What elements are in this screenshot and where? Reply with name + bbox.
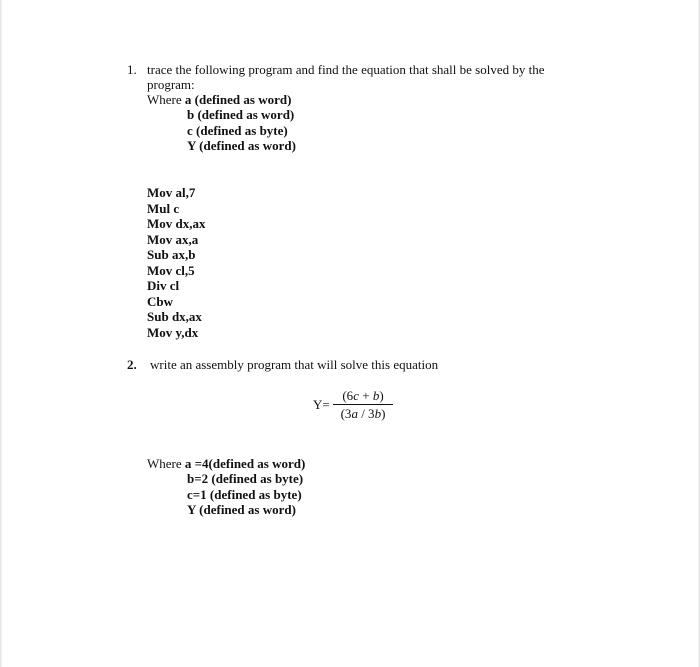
code-line: Mov al,7 (147, 185, 196, 200)
equation-fraction (333, 388, 393, 421)
code-line: Div cl (147, 278, 180, 293)
fraction-bar (333, 404, 393, 405)
page-left-edge (0, 0, 2, 667)
assembly-code-block (147, 185, 206, 340)
question-2-where-line (147, 456, 305, 471)
question-1-text-line-2: program: (147, 77, 195, 92)
variable-definition: Y (defined as word) (187, 138, 296, 153)
question-2-number: 2. (127, 357, 137, 372)
variable-definition: b (defined as word) (187, 107, 295, 122)
code-line: Sub dx,ax (147, 309, 202, 324)
question-2-text: write an assembly program that will solve this equation (150, 357, 439, 372)
variable-definition: Y (defined as word) (187, 502, 296, 517)
where-prefix: Where (147, 92, 185, 107)
code-line: Mov dx,ax (147, 216, 206, 231)
fraction-numerator: (6c + b) (342, 388, 384, 403)
equation-lhs: Y= (313, 397, 330, 412)
where-prefix: Where (147, 456, 185, 471)
code-line: Sub ax,b (147, 247, 196, 262)
code-line: Mul c (147, 200, 180, 216)
variable-a-definition: a (defined as word) (184, 92, 292, 107)
question-1-text-line-1: trace the following program and find the equation that shall be solved by the (147, 62, 545, 77)
question-1-where-line (147, 92, 291, 107)
question-1-number: 1. (127, 62, 137, 77)
variable-definition: c=1 (defined as byte) (187, 486, 302, 502)
code-line: Mov y,dx (147, 324, 199, 340)
code-line: Mov ax,a (147, 231, 199, 247)
fraction-denominator: (3a / 3b) (340, 406, 386, 421)
question-1-variable-list (187, 107, 296, 154)
question-2-variable-list (187, 471, 303, 518)
code-line: Mov cl,5 (147, 262, 195, 278)
variable-definition: c (defined as byte) (187, 122, 288, 138)
code-line: Cbw (147, 293, 174, 309)
variable-a-definition: a =4(defined as word) (184, 456, 306, 471)
variable-definition: b=2 (defined as byte) (187, 471, 304, 486)
